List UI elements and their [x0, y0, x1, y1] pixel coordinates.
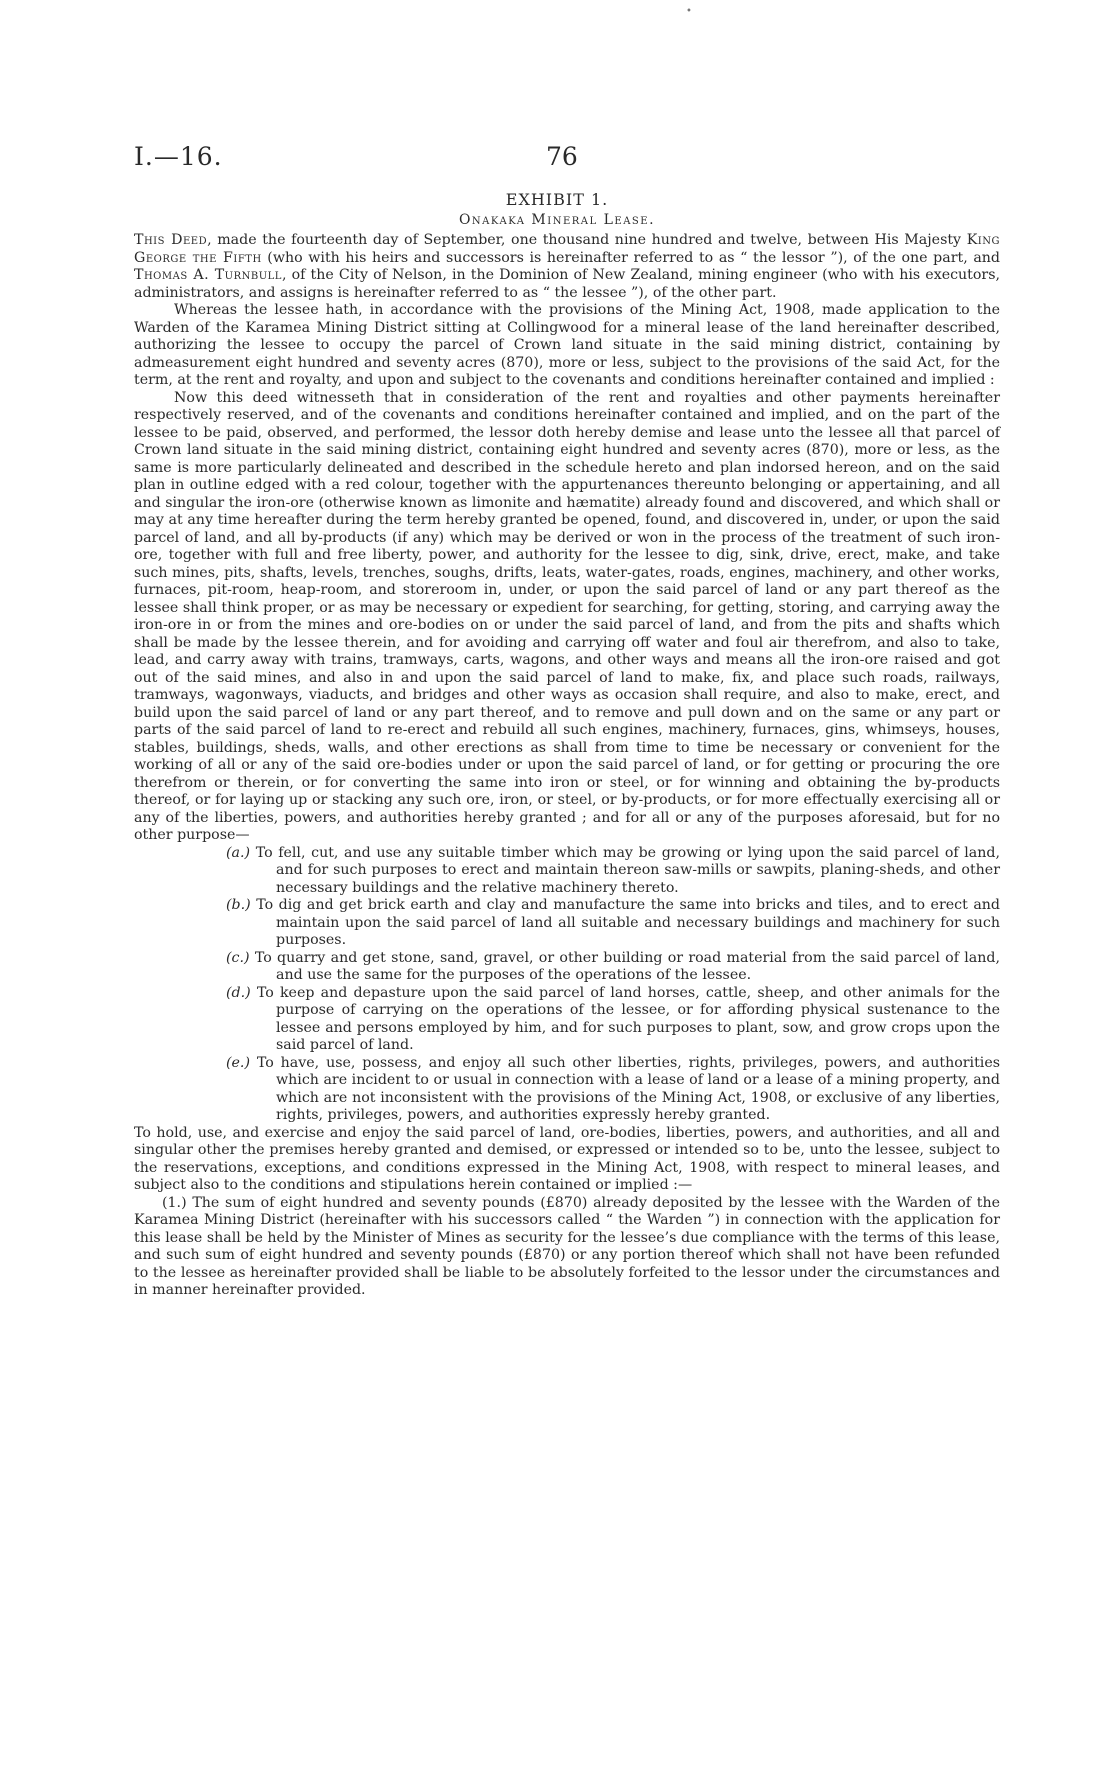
purpose-item-a — [134, 845, 1000, 898]
deed-opening-text-2: (who with his heirs and successors is hereinafter referred to as “ the lessor ”), of the one part, and — [261, 249, 1000, 266]
king-name: King George the Fifth — [134, 232, 1000, 266]
purpose-item-text: To have, use, possess, and enjoy all such other liberties, rights, privileges, powers, and authorities which are incident to or usual in connection with a lease of land or a lease of a mining property, and which are not inconsistent with the provisions of the Mining Act, 1908, or exclusive of any liberties, rights, privileges, powers, and authorities expressly hereby granted. — [256, 1054, 1000, 1123]
witnesseth-paragraph: Now this deed witnesseth that in consideration of the rent and royalties and other payments hereinafter respectively reserved, and of the covenants and conditions hereinafter contained and implied, and on the part of the lessee to be paid, observed, and performed, the lessor doth hereby demise and lease unto the lessee all that parcel of Crown land situate in the said mining district, containing eight hundred and seventy acres (870), more or less, as the same is more particularly delineated and described in the schedule hereto and plan indorsed hereon, and on the said plan in outline edged with a red colour, together with the appurtenances thereunto belonging or appertaining, and all and singular the iron-ore (otherwise known as limonite and hæmatite) already found and discovered, and which shall or may at any time hereafter during the term hereby granted be opened, found, and discovered in, under, or upon the said parcel of land, and all by-products (if any) which may be derived or won in the process of the treatment of such iron-ore, together with full and free liberty, power, and authority for the lessee to dig, sink, drive, erect, make, and take such mines, pits, shafts, levels, trenches, soughs, drifts, leats, water-gates, roads, engines, machinery, and other works, furnaces, pit-room, heap-room, and storeroom in, under, or upon the said parcel of land or any part thereof as the lessee shall think proper, or as may be necessary or expedient for searching, for getting, storing, and carrying away the iron-ore in or from the mines and ore-bodies on or under the said parcel of land, and from the pits and shafts which shall be made by the lessee therein, and for avoiding and carrying off water and foul air therefrom, and also to take, lead, and carry away with trains, tramways, carts, wagons, and other ways and means all the iron-ore raised and got out of the said mines, and also in and upon the said parcel of land to make, fix, and place such roads, railways, tramways, wagonways, viaducts, and bridges and other ways as occasion shall require, and also to make, erect, and build upon the said parcel of land or any part thereof, and to remove and pull down and on the same or any part or parts of the said parcel of land to re-erect and rebuild all such engines, machinery, furnaces, gins, whimseys, houses, stables, buildings, sheds, walls, and other erections as shall from time to time be necessary or convenient for the working of all or any of the said ore-bodies under or upon the said parcel of land, or for getting or procuring the ore therefrom or therein, or for converting the same into iron or steel, or for winning and obtaining the by-products thereof, or for laying up or stacking any such ore, iron, or steel, or by-products, or for more effectually exercising all or any of the liberties, powers, and authorities hereby granted ; and for all or any of the purposes aforesaid, but for no other purpose— — [134, 389, 1000, 843]
condition-1-paragraph: (1.) The sum of eight hundred and seventy pounds (£870) already deposited by the lessee with the Warden of the Karamea Mining District (hereinafter with his successors called “ the Warden ”) in connection with the application for this lease shall be held by the Minister of Mines as security for the lessee’s due compliance with the terms of this lease, and such sum of eight hundred and seventy pounds (£870) or any portion thereof which shall not have been refunded to the lessee as hereinafter provided shall be liable to be absolutely forfeited to the lessor under the circumstances and in manner hereinafter provided. — [134, 1194, 1000, 1298]
purpose-item-d — [134, 985, 1000, 1055]
lease-subtitle: Onakaka Mineral Lease. — [458, 212, 656, 228]
purpose-item-text: To quarry and get stone, sand, gravel, or other building or road material from the said parcel of land, and use the same for the purposes of the operations of the lessee. — [254, 949, 1000, 983]
page-number: 76 — [546, 142, 578, 171]
purpose-item-e — [134, 1055, 1000, 1125]
purpose-item-label: (e.) — [226, 1054, 250, 1071]
purpose-item-text: To keep and depasture upon the said parcel of land horses, cattle, sheep, and other animals for the purpose of carrying on the operations of the lessee, or for affording physical sustenance to the lessee and persons employed by him, and for such purposes to plant, sow, and grow crops upon the said parcel of land. — [256, 984, 1000, 1053]
purpose-item-label: (a.) — [226, 844, 251, 861]
purpose-item-label: (b.) — [226, 897, 251, 913]
lessee-name: Thomas A. Turnbull — [134, 267, 282, 283]
deed-opening-paragraph — [134, 232, 1000, 302]
deed-opening-text-1: , made the fourteenth day of September, one thousand nine hundred and twelve, between His Majesty — [207, 232, 967, 248]
purpose-item-text: To fell, cut, and use any suitable timber which may be growing or lying upon the said parcel of land, and for such purposes to erect and maintain thereon saw-mills or sawpits, planing-sheds, and other necessary buildings and the relative machinery thereto. — [255, 844, 1000, 896]
whereas-paragraph: Whereas the lessee hath, in accordance with the provisions of the Mining Act, 1908, made application to the Warden of the Karamea Mining District sitting at Collingwood for a mineral lease of the land hereinafter described, authorizing the lessee to occupy the parcel of Crown land situate in the said mining district, containing by admeasurement eight hundred and seventy acres (870), more or less, subject to the provisions of the said Act, for the term, at the rent and royalty, and upon and subject to the covenants and conditions hereinafter contained and implied : — [134, 302, 1000, 388]
document-reference: I.—16. — [134, 142, 223, 171]
purpose-item-label: (d.) — [226, 984, 251, 1001]
deed-opening-text-3: , of the City of Nelson, in the Dominion of New Zealand, mining engineer (who with his executors, administrators, and assigns is hereinafter referred to as “ the lessee ”), of the other part. — [134, 267, 1000, 301]
purpose-item-c — [134, 950, 1000, 985]
deed-lead-words: This Deed — [134, 232, 208, 248]
habendum-paragraph: To hold, use, and exercise and enjoy the said parcel of land, ore-bodies, liberties, powers, and authorities, and all and singular other the premises hereby granted and demised, or expressed or intended so to be, unto the lessee, subject to the reservations, exceptions, and conditions expressed in the Mining Act, 1908, with respect to mineral leases, and subject also to the conditions and stipulations herein contained or implied :— — [134, 1124, 1000, 1193]
scan-mark: • — [686, 6, 692, 17]
purpose-item-label: (c.) — [226, 949, 250, 966]
purpose-item-b — [134, 897, 1000, 950]
deed-body — [134, 232, 1000, 1300]
purpose-item-text: To dig and get brick earth and clay and manufacture the same into bricks and tiles, and to erect and maintain upon the said parcel of land all suitable and necessary buildings and machinery for such purposes. — [256, 897, 1000, 948]
exhibit-title: EXHIBIT 1. — [505, 190, 609, 209]
